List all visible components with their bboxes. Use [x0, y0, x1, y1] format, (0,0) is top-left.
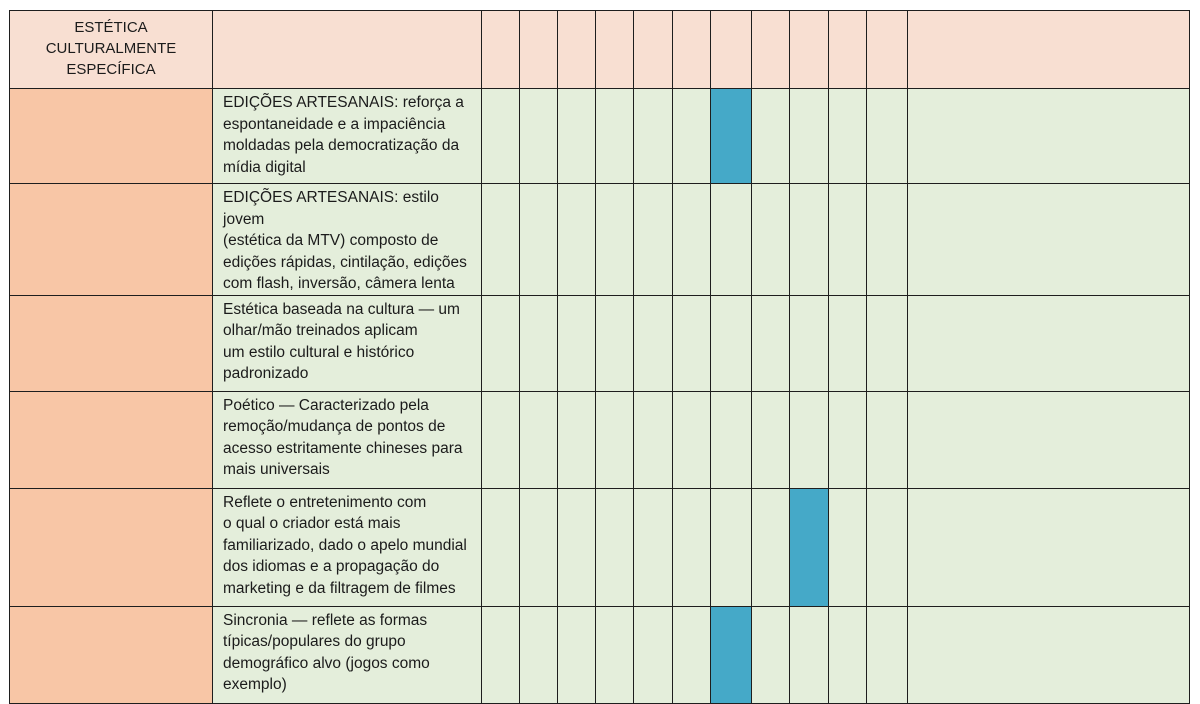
row-description: EDIÇÕES ARTESANAIS: reforça a espontaneidade e a impaciência moldadas pela democratização da mídia digital [223, 94, 464, 176]
grid-cell [673, 89, 711, 184]
grid-cell [482, 488, 520, 606]
category-cell [10, 606, 213, 703]
grid-cell [867, 391, 908, 488]
grid-cell [482, 295, 520, 391]
notes-cell [908, 606, 1190, 703]
category-cell [10, 391, 213, 488]
marked-cell [711, 89, 752, 184]
description-cell [213, 488, 482, 606]
grid-cell [752, 391, 790, 488]
grid-cell [520, 184, 558, 296]
grid-cell [482, 184, 520, 296]
grid-cell [829, 488, 867, 606]
grid-cell [711, 391, 752, 488]
grid-cell [634, 606, 673, 703]
header-col-7 [711, 11, 752, 89]
notes-cell [908, 295, 1190, 391]
category-cell [10, 89, 213, 184]
row-description: Poético — Caracterizado pela remoção/mudança de pontos de acesso estritamente chineses para mais universais [223, 396, 463, 478]
grid-cell [829, 295, 867, 391]
grid-cell [482, 606, 520, 703]
header-col-10 [829, 11, 867, 89]
grid-cell [752, 184, 790, 296]
table-row [10, 606, 1190, 703]
notes-cell [908, 184, 1190, 296]
description-cell [213, 391, 482, 488]
row-description: Reflete o entretenimento com o qual o criador está mais familiarizado, dado o apelo mundial dos idiomas e a propagação do marketing e da filtragem de filmes [223, 493, 467, 597]
header-col-3 [558, 11, 596, 89]
grid-cell [558, 89, 596, 184]
grid-cell [596, 295, 634, 391]
grid-cell [790, 606, 829, 703]
grid-cell [673, 184, 711, 296]
header-col-6 [673, 11, 711, 89]
grid-cell [634, 89, 673, 184]
header-row [10, 11, 1190, 89]
grid-cell [634, 391, 673, 488]
grid-cell [752, 295, 790, 391]
grid-cell [634, 184, 673, 296]
header-col-11 [867, 11, 908, 89]
grid-cell [482, 391, 520, 488]
grid-cell [520, 391, 558, 488]
header-notes-cell [908, 11, 1190, 89]
header-col-9 [790, 11, 829, 89]
grid-cell [711, 184, 752, 296]
grid-cell [790, 89, 829, 184]
marked-cell [711, 606, 752, 703]
grid-cell [790, 391, 829, 488]
notes-cell [908, 89, 1190, 184]
grid-cell [596, 89, 634, 184]
category-header-label: ESTÉTICA CULTURALMENTE ESPECÍFICA [45, 19, 177, 78]
category-cell [10, 295, 213, 391]
category-cell [10, 184, 213, 296]
grid-cell [558, 606, 596, 703]
grid-cell [596, 606, 634, 703]
row-description: Estética baseada na cultura — um olhar/mão treinados aplicam um estilo cultural e histórico padronizado [223, 300, 460, 382]
aesthetic-matrix-table [9, 10, 1190, 704]
grid-cell [634, 295, 673, 391]
grid-cell [711, 488, 752, 606]
grid-cell [520, 606, 558, 703]
grid-cell [752, 89, 790, 184]
grid-cell [829, 606, 867, 703]
grid-cell [829, 184, 867, 296]
table-row [10, 89, 1190, 184]
notes-cell [908, 488, 1190, 606]
table-row [10, 295, 1190, 391]
description-header-cell [213, 11, 482, 89]
grid-cell [867, 89, 908, 184]
grid-cell [673, 606, 711, 703]
grid-cell [482, 89, 520, 184]
grid-cell [520, 488, 558, 606]
row-description: EDIÇÕES ARTESANAIS: estilo jovem (estética da MTV) composto de edições rápidas, cintilação, edições com flash, inversão, câmera lenta [223, 189, 467, 292]
grid-cell [867, 606, 908, 703]
grid-cell [558, 184, 596, 296]
grid-cell [634, 488, 673, 606]
category-header-cell [10, 11, 213, 89]
grid-cell [558, 295, 596, 391]
header-col-1 [482, 11, 520, 89]
description-cell [213, 89, 482, 184]
grid-cell [752, 488, 790, 606]
grid-cell [596, 184, 634, 296]
table-row [10, 391, 1190, 488]
grid-cell [752, 606, 790, 703]
header-col-8 [752, 11, 790, 89]
description-cell [213, 606, 482, 703]
marked-cell [790, 488, 829, 606]
category-cell [10, 488, 213, 606]
header-col-2 [520, 11, 558, 89]
row-description: Sincronia — reflete as formas típicas/populares do grupo demográfico alvo (jogos como exemplo) [223, 611, 430, 693]
grid-cell [596, 488, 634, 606]
grid-cell [520, 295, 558, 391]
grid-cell [867, 295, 908, 391]
grid-cell [558, 391, 596, 488]
grid-cell [790, 184, 829, 296]
header-col-5 [634, 11, 673, 89]
grid-cell [829, 89, 867, 184]
grid-cell [711, 295, 752, 391]
grid-cell [596, 391, 634, 488]
grid-cell [673, 488, 711, 606]
header-col-4 [596, 11, 634, 89]
grid-cell [520, 89, 558, 184]
grid-cell [673, 391, 711, 488]
grid-cell [829, 391, 867, 488]
description-cell [213, 184, 482, 296]
table-row [10, 184, 1190, 296]
grid-cell [673, 295, 711, 391]
grid-cell [790, 295, 829, 391]
notes-cell [908, 391, 1190, 488]
grid-cell [867, 488, 908, 606]
table-row [10, 488, 1190, 606]
grid-cell [558, 488, 596, 606]
grid-cell [867, 184, 908, 296]
description-cell [213, 295, 482, 391]
